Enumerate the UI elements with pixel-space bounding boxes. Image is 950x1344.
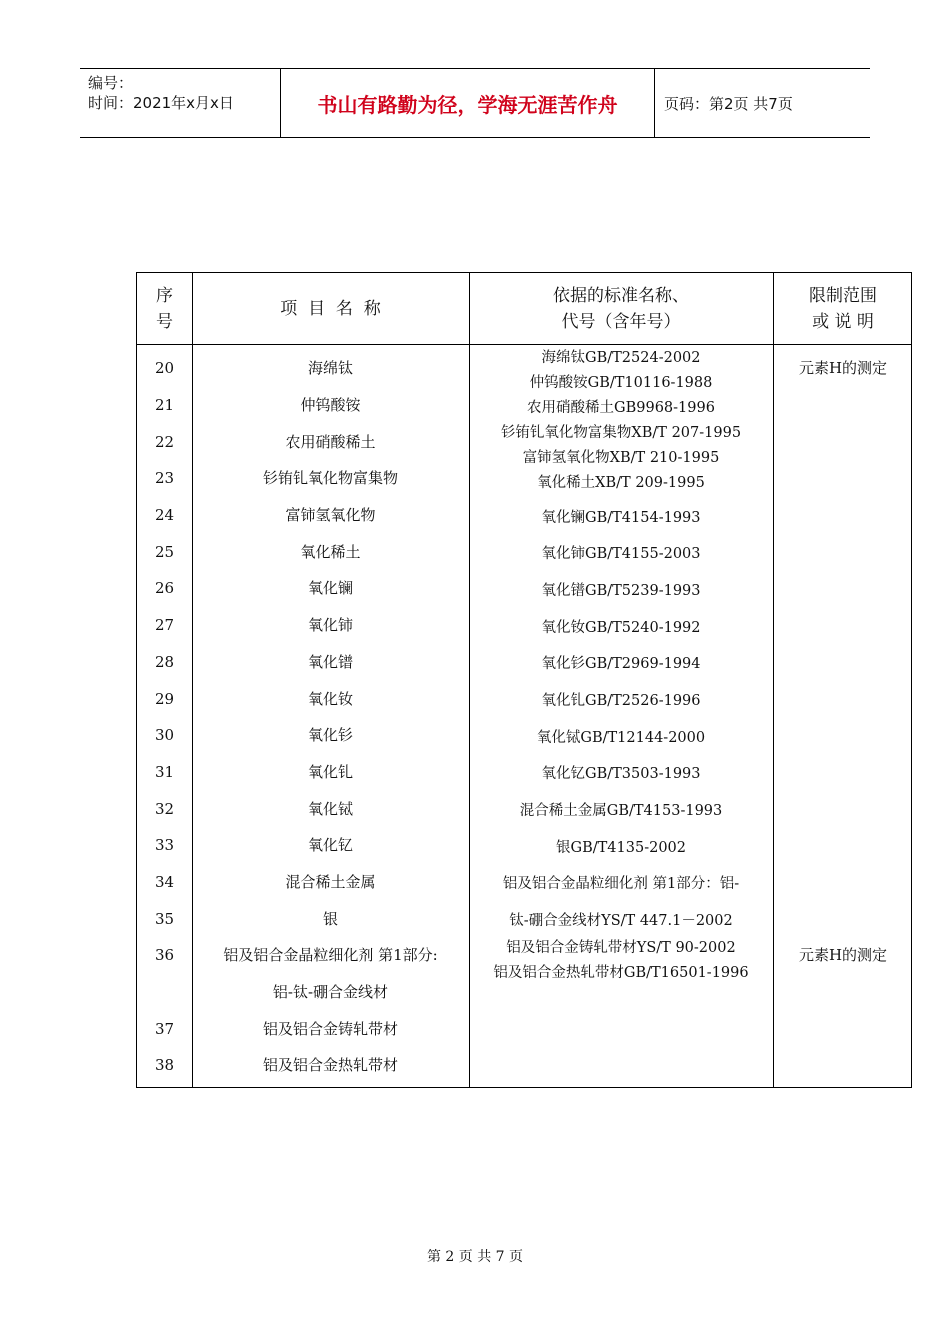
row-seq: 33 [154,836,175,854]
row-standard: 银GB/T4135-2002 [556,840,686,856]
row-item: 铝-钛-硼合金线材 [272,983,389,1001]
row-seq: 35 [154,910,175,928]
row-item: 铝及铝合金铸轧带材 [262,1020,398,1038]
column-header-standard [469,273,773,344]
row-standard: 氧化钇GB/T3503-1993 [541,766,701,782]
row-item: 氧化镧 [307,579,353,597]
row-seq: 30 [154,726,175,744]
row-seq: 38 [154,1056,175,1074]
row-standard: 氧化钕GB/T5240-1992 [541,620,701,636]
row-item: 氧化钐 [307,726,353,744]
page-header [80,68,870,138]
row-standard: 钐铕钆氧化物富集物XB/T 207-1995 [500,425,742,441]
row-seq: 36 [154,946,175,964]
number-label: 编号： [88,74,134,92]
row-item: 农用硝酸稀土 [285,433,376,451]
row-standard: 富铈氢氧化物XB/T 210-1995 [522,450,720,466]
header-text: 项 目 名 称 [280,298,381,319]
row-standard: 混合稀土金属GB/T4153-1993 [519,803,723,819]
row-item: 氧化钕 [307,690,353,708]
row-standard: 铝及铝合金晶粒细化剂 第1部分：铝- [502,876,740,892]
row-seq: 32 [154,800,175,818]
row-item: 钐铕钆氧化物富集物 [262,469,398,487]
row-seq: 31 [154,763,175,781]
row-standard: 氧化钆GB/T2526-1996 [541,693,701,709]
row-item: 氧化稀土 [300,543,361,561]
header-page-info: 页码：第2页 共7页 [664,94,793,113]
row-standard: 海绵钛GB/T2524-2002 [541,350,701,366]
row-seq: 20 [154,359,175,377]
row-item: 富铈氢氧化物 [285,506,376,524]
row-seq: 37 [154,1020,175,1038]
column-header-note [773,273,913,344]
header-text: 或 说 明 [812,311,874,332]
row-standard: 铝及铝合金铸轧带材YS/T 90-2002 [506,940,736,956]
row-seq: 27 [154,616,175,634]
row-item: 氧化钇 [307,836,353,854]
row-item: 氧化铽 [307,800,353,818]
header-divider [137,344,911,345]
row-standard: 氧化镨GB/T5239-1993 [541,583,701,599]
header-text: 依据的标准名称、 [553,285,689,306]
page-footer: 第 2 页 共 7 页 [426,1249,524,1265]
header-text: 代号（含年号） [561,311,681,332]
row-item: 混合稀土金属 [285,873,376,891]
header-text: 号 [156,311,173,332]
row-standard: 农用硝酸稀土GB9968-1996 [527,400,715,416]
row-seq: 21 [154,396,175,414]
header-meta [80,69,280,141]
row-item: 氧化镨 [307,653,353,671]
row-standard: 仲钨酸铵GB/T10116-1988 [529,375,713,391]
row-item: 银 [322,910,338,928]
row-seq: 25 [154,543,175,561]
header-text: 序 [156,285,173,306]
column-header-seq [137,273,192,344]
row-seq: 34 [154,873,175,891]
header-slogan: 书山有路勤为径，学海无涯苦作舟 [280,69,655,137]
row-note: 元素H的测定 [798,946,888,964]
time-label: 时间：2021年x月x日 [88,94,234,112]
row-item: 海绵钛 [307,359,353,377]
row-standard: 氧化钐GB/T2969-1994 [541,656,701,672]
row-seq: 24 [154,506,175,524]
header-text: 限制范围 [809,285,877,306]
row-item: 铝及铝合金热轧带材 [262,1056,398,1074]
row-seq: 29 [154,690,175,708]
row-seq: 28 [154,653,175,671]
row-item: 氧化铈 [307,616,353,634]
row-seq: 22 [154,433,175,451]
column-header-item [192,273,469,344]
row-item: 氧化钆 [307,763,353,781]
row-standard: 氧化铽GB/T12144-2000 [536,730,706,746]
row-standard: 铝及铝合金热轧带材GB/T16501-1996 [493,965,749,981]
standards-table [136,272,912,1088]
row-seq: 26 [154,579,175,597]
row-standard: 钛-硼合金线材YS/T 447.1－2002 [509,913,733,929]
row-standard: 氧化铈GB/T4155-2003 [541,546,701,562]
row-item: 仲钨酸铵 [300,396,361,414]
row-note: 元素H的测定 [798,359,888,377]
row-seq: 23 [154,469,175,487]
row-standard: 氧化镧GB/T4154-1993 [541,510,701,526]
row-item: 铝及铝合金晶粒细化剂 第1部分: [223,946,438,964]
row-standard: 氧化稀土XB/T 209-1995 [537,475,705,491]
